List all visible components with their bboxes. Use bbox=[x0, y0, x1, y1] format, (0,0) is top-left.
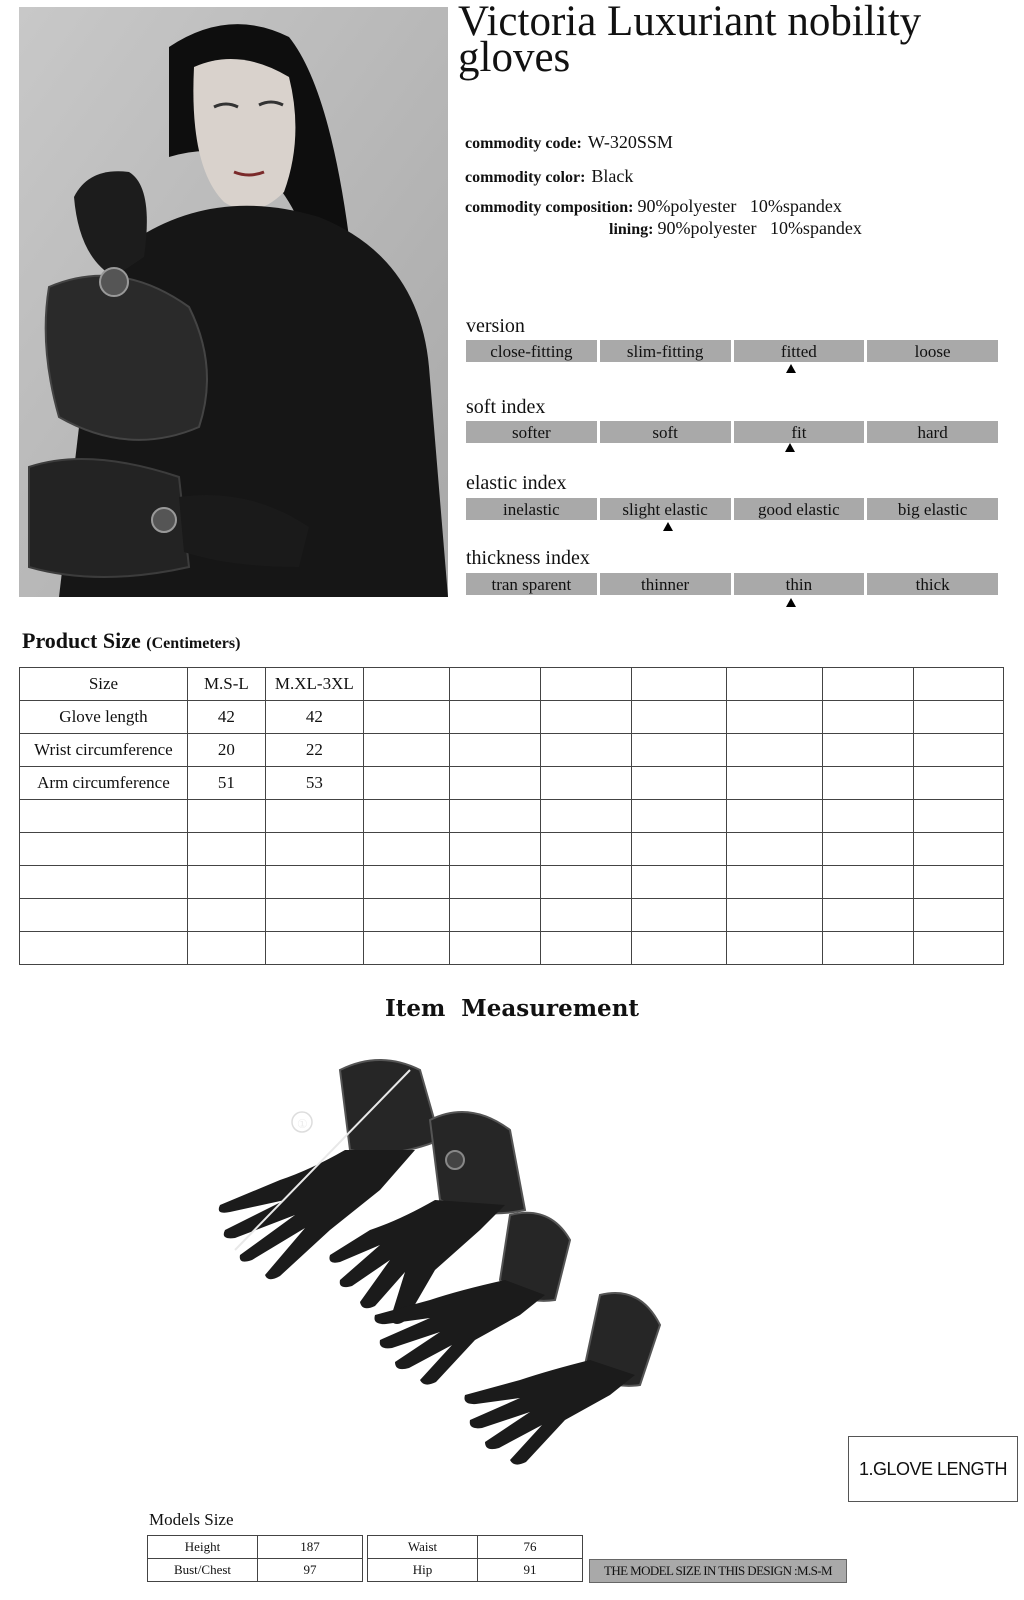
table-row bbox=[20, 866, 1004, 899]
soft-index-label: soft index bbox=[466, 396, 546, 418]
elastic-index-option: inelastic bbox=[466, 498, 597, 520]
version-selected-marker bbox=[786, 364, 796, 373]
version-option: fitted bbox=[734, 340, 865, 362]
model-size-note: THE MODEL SIZE IN THIS DESIGN :M.S-M bbox=[589, 1559, 847, 1583]
glove-length-legend: 1.GLOVE LENGTH bbox=[848, 1436, 1018, 1502]
table-row bbox=[368, 1536, 583, 1559]
table-row bbox=[148, 1536, 363, 1559]
table-cell: 20 bbox=[187, 734, 265, 767]
thickness-index-option: thinner bbox=[600, 573, 731, 595]
elastic-index-option: big elastic bbox=[867, 498, 998, 520]
elastic-index-selected-marker bbox=[663, 522, 673, 531]
elastic-index-option: good elastic bbox=[734, 498, 865, 520]
thickness-index-option: thick bbox=[867, 573, 998, 595]
table-row bbox=[368, 1559, 583, 1582]
lining bbox=[609, 218, 862, 239]
thickness-index-label: thickness index bbox=[466, 547, 590, 569]
item-measurement-title: Item Measurement bbox=[384, 995, 640, 1022]
table-row bbox=[20, 767, 1004, 800]
table-cell: 51 bbox=[187, 767, 265, 800]
lining-label: lining: bbox=[609, 221, 654, 238]
table-row bbox=[20, 833, 1004, 866]
size-table bbox=[19, 667, 1004, 965]
table-cell: 22 bbox=[265, 734, 363, 767]
models-table-right bbox=[367, 1535, 583, 1582]
commodity-composition-label: commodity composition: bbox=[465, 199, 634, 216]
soft-index-option: hard bbox=[867, 421, 998, 443]
table-header-cell: Size bbox=[20, 668, 188, 701]
table-cell: Wrist circumference bbox=[20, 734, 188, 767]
table-cell: 53 bbox=[265, 767, 363, 800]
table-row bbox=[20, 668, 1004, 701]
measure-marker: ① bbox=[297, 1117, 308, 1131]
table-header-cell: M.XL-3XL bbox=[265, 668, 363, 701]
product-title: Victoria Luxuriant nobility gloves bbox=[458, 0, 922, 81]
commodity-color-value: Black bbox=[591, 166, 634, 186]
model-hip-value: 91 bbox=[478, 1559, 583, 1582]
table-cell: Arm circumference bbox=[20, 767, 188, 800]
soft-index-scale bbox=[466, 421, 998, 443]
thickness-index-scale bbox=[466, 573, 998, 595]
product-size-unit: (Centimeters) bbox=[146, 635, 241, 652]
version-label: version bbox=[466, 315, 525, 337]
thickness-index-selected-marker bbox=[786, 598, 796, 607]
commodity-color-label: commodity color: bbox=[465, 169, 586, 186]
table-row bbox=[20, 800, 1004, 833]
version-option: slim-fitting bbox=[600, 340, 731, 362]
commodity-composition-value: 90%polyester 10%spandex bbox=[637, 196, 842, 216]
elastic-index-label: elastic index bbox=[466, 472, 567, 494]
table-row bbox=[148, 1559, 363, 1582]
glove-measurement-image bbox=[190, 1040, 760, 1520]
model-waist-value: 76 bbox=[478, 1536, 583, 1559]
elastic-index-option: slight elastic bbox=[600, 498, 731, 520]
lining-value: 90%polyester 10%spandex bbox=[657, 218, 862, 238]
model-bust-label: Bust/Chest bbox=[148, 1559, 258, 1582]
model-waist-label: Waist bbox=[368, 1536, 478, 1559]
version-option: close-fitting bbox=[466, 340, 597, 362]
table-cell: 42 bbox=[265, 701, 363, 734]
model-height-value: 187 bbox=[258, 1536, 363, 1559]
model-hip-label: Hip bbox=[368, 1559, 478, 1582]
product-size-title bbox=[22, 628, 240, 654]
models-table-left bbox=[147, 1535, 363, 1582]
table-row bbox=[20, 734, 1004, 767]
soft-index-selected-marker bbox=[785, 443, 795, 452]
soft-index-option: softer bbox=[466, 421, 597, 443]
table-cell: 42 bbox=[187, 701, 265, 734]
table-row bbox=[20, 932, 1004, 965]
thickness-index-option: tran sparent bbox=[466, 573, 597, 595]
commodity-composition bbox=[465, 196, 842, 217]
elastic-index-scale bbox=[466, 498, 998, 520]
model-bust-value: 97 bbox=[258, 1559, 363, 1582]
table-row bbox=[20, 899, 1004, 932]
version-option: loose bbox=[867, 340, 998, 362]
commodity-code-label: commodity code: bbox=[465, 135, 582, 152]
thickness-index-option: thin bbox=[734, 573, 865, 595]
soft-index-option: soft bbox=[600, 421, 731, 443]
product-size-heading: Product Size bbox=[22, 628, 141, 653]
table-cell: Glove length bbox=[20, 701, 188, 734]
commodity-code-value: W-320SSM bbox=[587, 132, 673, 152]
models-size-title: Models Size bbox=[149, 1510, 234, 1529]
model-photo bbox=[19, 7, 448, 597]
commodity-color bbox=[465, 166, 633, 187]
table-row bbox=[20, 701, 1004, 734]
commodity-code bbox=[465, 132, 673, 153]
version-scale bbox=[466, 340, 998, 362]
soft-index-option: fit bbox=[734, 421, 865, 443]
table-header-cell: M.S-L bbox=[187, 668, 265, 701]
model-height-label: Height bbox=[148, 1536, 258, 1559]
